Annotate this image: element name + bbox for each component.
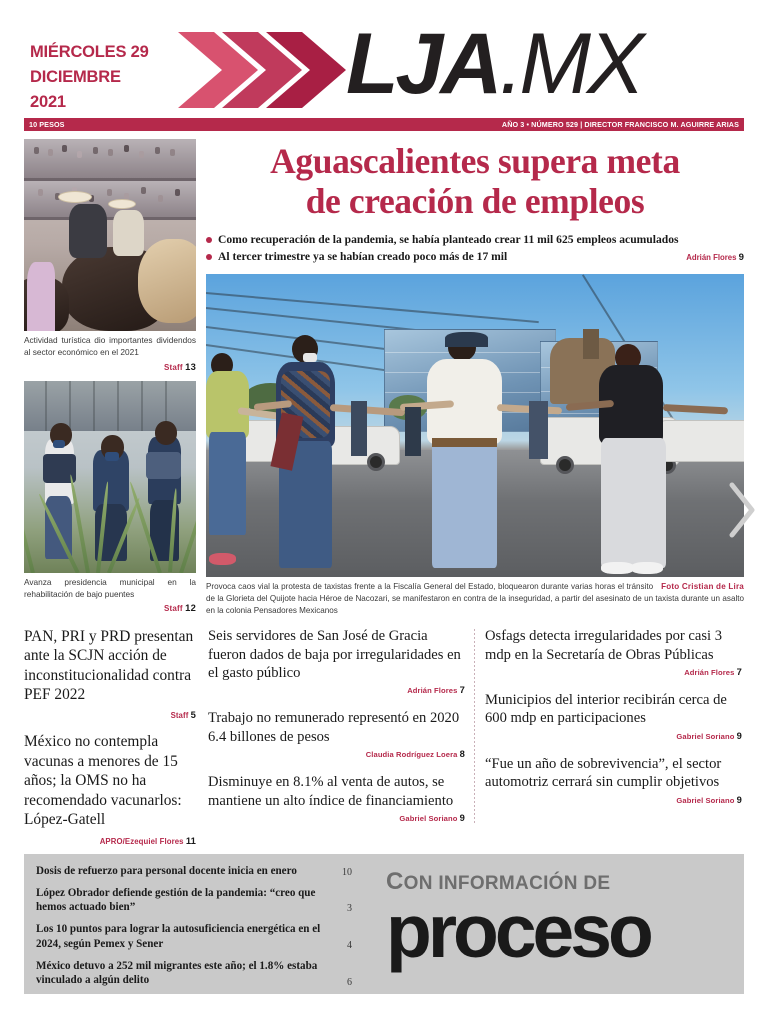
news-byline: Gabriel Soriano 9 <box>399 811 465 823</box>
list-item[interactable] <box>36 959 352 988</box>
sidebar-story-scjn-headline[interactable]: PAN, PRI y PRD presentan ante la SCJN acción de inconstitucionalidad contra PEF 2022 <box>24 627 194 704</box>
front-page-body <box>24 139 744 846</box>
sidebar-story-scjn-byline: Staff 5 <box>170 709 196 721</box>
list-item[interactable] <box>36 886 352 915</box>
main-content <box>206 139 744 846</box>
lead-photo-protest[interactable] <box>206 274 744 577</box>
carousel-next-button[interactable] <box>722 470 762 550</box>
news-headline: Seis servidores de San José de Gracia fueron dados de baja por irregularidades en el gasto público <box>208 628 461 682</box>
caption-text: Actividad turística dio importantes dividendos al sector económico en el 2021 <box>24 335 196 357</box>
lead-caption-text: Provoca caos vial la protesta de taxistas frente a la Fiscalía General del Estado, bloquearon durante varias horas el tránsito de la Glorieta del Quijote hacia Héroe de Nacozari, se manifestaron en contra de la inseguridad, a partir del asesinato de un taxista durante un asalto en la colonia Pensadores Mexicanos <box>206 582 744 615</box>
lead-bullet-2 <box>206 249 744 265</box>
news-item[interactable] <box>208 709 465 759</box>
bullet-dot-icon <box>206 237 212 243</box>
index-item-text: López Obrador defiende gestión de la pandemia: “creo que hemos actuado bien” <box>36 886 316 914</box>
chevron-right-icon <box>727 479 757 541</box>
index-item-page: 10 <box>342 866 352 878</box>
index-item-text: México detuvo a 252 mil migrantes este año; el 1.8% estaba vinculado a algún delito <box>36 959 318 987</box>
news-item[interactable] <box>485 691 742 741</box>
sidebar-photo-bridges-caption <box>24 577 196 615</box>
news-column-left <box>206 627 475 827</box>
date-weekday-day: MIÉRCOLES 29 <box>30 43 149 61</box>
sidebar-photo-tourism[interactable] <box>24 139 196 331</box>
proceso-kicker: CON INFORMACIÓN DE <box>386 867 611 895</box>
news-byline: Gabriel Soriano 9 <box>676 729 742 741</box>
index-item-text: Los 10 puntos para lograr la autosuficiencia energética en el 2024, según Pemex y Sener <box>36 923 321 950</box>
logo-wordmark <box>346 18 640 110</box>
news-byline: Adrián Flores 7 <box>407 684 465 696</box>
sidebar-photo-bridges[interactable] <box>24 381 196 573</box>
date-year: 2021 <box>30 93 66 112</box>
lead-photo-caption <box>206 581 744 616</box>
news-headline: “Fue un año de sobrevivencia”, el sector automotriz cerrará sin cumplir objetivos <box>485 755 722 791</box>
news-headline: Municipios del interior recibirán cerca de 600 mdp en participaciones <box>485 692 727 727</box>
edition-info-bar <box>24 118 744 131</box>
lead-headline[interactable] <box>206 141 744 221</box>
publication-date <box>30 40 180 115</box>
news-item[interactable] <box>485 755 742 805</box>
proceso-wordmark: proceso <box>386 888 650 973</box>
bullet-dot-icon <box>206 254 212 260</box>
lead-headline-line2: de creación de empleos <box>305 181 645 222</box>
index-list <box>24 854 364 994</box>
caption-credit: Staff 12 <box>163 602 196 614</box>
sidebar-story-vacunas-byline: APRO/Ezequiel Flores 11 <box>99 834 196 846</box>
lead-byline: Adrián Flores 9 <box>686 251 744 263</box>
logo-mx: .MX <box>499 16 641 112</box>
logo-lja: LJA <box>346 16 500 112</box>
sidebar-story-vacunas-headline[interactable]: México no contempla vacunas a menores de 15 años; la OMS no ha recomendado vacunarlos: López-Gatell <box>24 733 182 829</box>
lead-bullets <box>206 232 744 265</box>
news-grid <box>206 627 744 827</box>
date-month: DICIEMBRE <box>30 68 121 87</box>
lead-headline-line1: Aguascalientes supera meta <box>270 141 680 181</box>
lead-bullet-1-text: Como recuperación de la pandemia, se había planteado crear 11 mil 625 empleos acumulados <box>218 233 679 247</box>
news-item[interactable] <box>208 627 465 695</box>
price-label: 10 PESOS <box>29 120 65 129</box>
news-headline: Trabajo no remunerado representó en 2020 6.4 billones de pesos <box>208 710 460 745</box>
list-item[interactable] <box>36 864 352 878</box>
news-column-right <box>475 627 744 827</box>
news-byline: Adrián Flores 7 <box>684 666 742 678</box>
list-item[interactable] <box>36 922 352 951</box>
news-item[interactable] <box>485 627 742 677</box>
edition-label: AÑO 3 • NÚMERO 529 | DIRECTOR FRANCISCO M. AGUIRRE ARIAS <box>501 120 739 129</box>
index-item-text: Dosis de refuerzo para personal docente inicia en enero <box>36 864 297 877</box>
index-item-page: 6 <box>347 976 352 988</box>
sidebar-photo-tourism-caption <box>24 335 196 373</box>
index-item-page: 4 <box>347 939 352 951</box>
news-byline: Claudia Rodríguez Loera 8 <box>365 748 465 760</box>
lead-bullet-1 <box>206 232 744 248</box>
news-byline: Gabriel Soriano 9 <box>676 793 742 805</box>
chevron-logo-icon <box>178 30 350 110</box>
proceso-partner-block <box>364 854 744 994</box>
news-headline: Disminuye en 8.1% al venta de autos, se mantiene un alto índice de financiamiento <box>208 774 454 809</box>
masthead <box>0 0 768 118</box>
left-sidebar <box>24 139 196 846</box>
caption-credit: Staff 13 <box>163 360 196 372</box>
lead-photo-credit: Foto Cristian de Lira <box>661 582 744 592</box>
bottom-section <box>24 854 744 994</box>
news-headline: Osfags detecta irregularidades por casi 3 mdp en la Secretaría de Obras Públicas <box>485 628 723 663</box>
site-logo[interactable] <box>178 16 758 114</box>
lead-bullet-2-text: Al tercer trimestre ya se habían creado poco más de 17 mil <box>218 249 508 263</box>
news-item[interactable] <box>208 773 465 823</box>
index-item-page: 3 <box>347 903 352 915</box>
caption-text: Avanza presidencia municipal en la rehabilitación de bajo puentes <box>24 576 196 599</box>
